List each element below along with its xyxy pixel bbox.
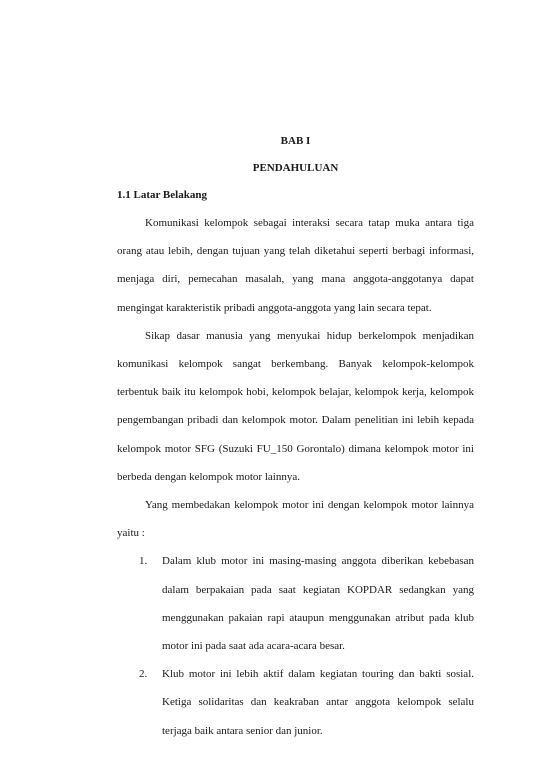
numbered-list (117, 547, 474, 744)
paragraph-2: Sikap dasar manusia yang menyukai hidup berkelompok menjadikan komunikasi kelompok sangat berkembang. Banyak kelompok-kelompok terbentuk baik itu kelompok hobi, kelompok belajar, kelompok kerja, kelompok pengembangan pribadi dan kelompok motor. Dalam penelitian ini lebih kepada kelompok motor SFG (Suzuki FU_150 Gorontalo) dimana kelompok motor ini berbeda dengan kelompok motor lainnya. (117, 329, 474, 483)
list-item-number: 1. (139, 555, 148, 568)
paragraph-1: Komunikasi kelompok sebagai interaksi secara tatap muka antara tiga orang atau lebih, dengan tujuan yang telah diketahui seperti berbagi informasi, menjaga diri, pemecahan masalah, yang mana anggota-anggotanya dapat mengingat karakteristik pribadi anggota-anggota yang lain secara tepat. (117, 217, 474, 314)
chapter-number: BAB I (280, 135, 311, 147)
list-item-number: 2. (139, 668, 148, 681)
section-heading: 1.1 Latar Belakang (117, 189, 207, 201)
paragraph-3: Yang membedakan kelompok motor ini dengan kelompok motor lainnya yaitu : (117, 499, 474, 540)
page-content (117, 128, 474, 745)
list-item-text: Dalam klub motor ini masing-masing anggota diberikan kebebasan dalam berpakaian pada saat kegiatan KOPDAR sedangkan yang menggunakan pakaian rapi ataupun menggunakan atribut pada klub motor ini pada saat ada acara-acara besar. (162, 555, 474, 653)
chapter-title: PENDAHULUAN (252, 162, 339, 174)
list-item (117, 660, 474, 745)
list-item-text: Klub motor ini lebih aktif dalam kegiatan touring dan bakti sosial. Ketiga solidaritas dan keakraban antar anggota kelompok selalu terjaga baik antara senior dan junior. (162, 668, 474, 737)
list-item (117, 547, 474, 660)
